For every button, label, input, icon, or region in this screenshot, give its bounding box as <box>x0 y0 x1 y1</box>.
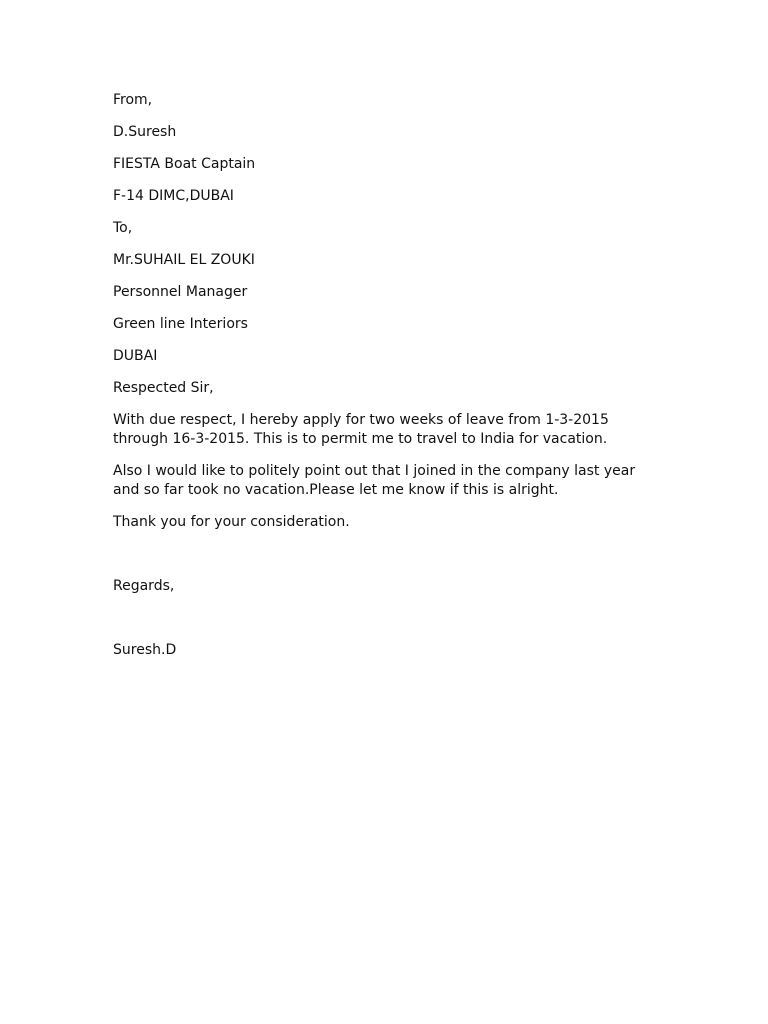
paragraph-1-line-2: through 16-3-2015. This is to permit me to travel to India for vacation. <box>113 431 608 447</box>
recipient-city: DUBAI <box>113 348 158 364</box>
spacer <box>113 609 653 641</box>
body-paragraph-1 <box>113 411 653 449</box>
sender-title: FIESTA Boat Captain <box>113 156 256 172</box>
body-paragraph-2 <box>113 462 653 500</box>
recipient-company: Green line Interiors <box>113 316 248 332</box>
to-label: To, <box>113 220 133 236</box>
leave-letter <box>113 91 653 673</box>
from-label: From, <box>113 92 153 108</box>
spacer <box>113 545 653 577</box>
paragraph-2-line-1: Also I would like to politely point out that I joined in the company last year <box>113 463 636 479</box>
recipient-name: Mr.SUHAIL EL ZOUKI <box>113 252 255 268</box>
recipient-title: Personnel Manager <box>113 284 248 300</box>
thanks-line: Thank you for your consideration. <box>113 514 350 530</box>
salutation: Respected Sir, <box>113 380 214 396</box>
closing: Regards, <box>113 578 175 594</box>
paragraph-1-line-1: With due respect, I hereby apply for two weeks of leave from 1-3-2015 <box>113 412 609 428</box>
sender-address: F-14 DIMC,DUBAI <box>113 188 234 204</box>
paragraph-2-line-2: and so far took no vacation.Please let me know if this is alright. <box>113 482 559 498</box>
sender-name: D.Suresh <box>113 124 177 140</box>
signature: Suresh.D <box>113 642 177 658</box>
